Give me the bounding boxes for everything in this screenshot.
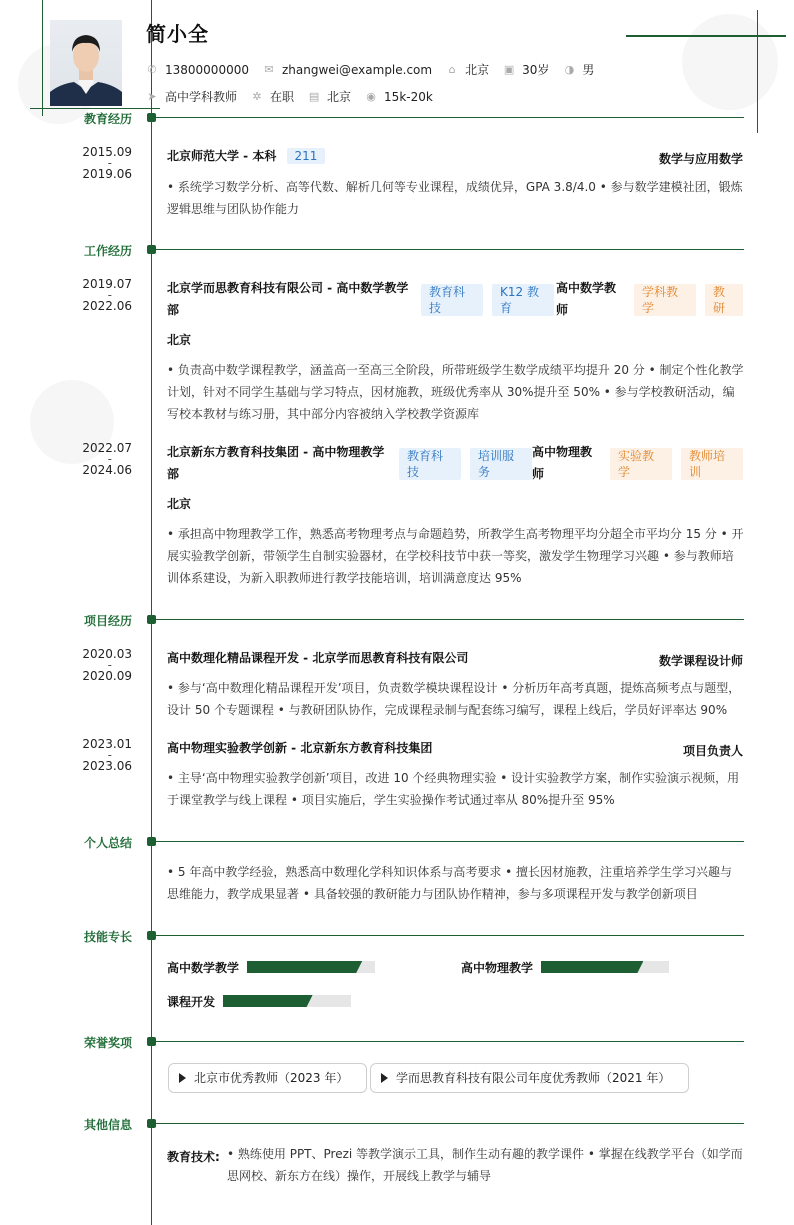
section-divider-honors <box>156 1041 744 1042</box>
send-icon: ➤ <box>147 89 157 103</box>
date-separator: - <box>107 452 112 466</box>
skill-3-label: 课程开发 <box>167 995 216 1009</box>
section-title-other: 其他信息 <box>83 1118 132 1132</box>
section-dot-education <box>147 113 156 122</box>
project-1-title: 高中数理化精品课程开发 - 北京学而思教育科技有限公司 <box>167 651 469 665</box>
target-role-item <box>146 88 237 105</box>
project-2-end: 2023.06 <box>82 759 132 773</box>
status-text: 在职 <box>270 90 295 104</box>
work-1-position: 高中数学教师 <box>556 281 617 317</box>
other-label: 教育技术: <box>167 1150 220 1164</box>
work-1-desc: • 负责高中数学课程教学，涵盖高一至高三全阶段，所带班级学生数学成绩平均提升 20 分 • 制定个性化教学计划，针对不同学生基础与学习特点，因材施教，班级优秀率从 30%提升至 50% • 参与学校教研活动，编写校本教材与练习册，其中部分内容被纳入学校教学资源库 <box>167 363 744 421</box>
section-dot-honors <box>147 1037 156 1046</box>
section-dot-work <box>147 245 156 254</box>
section-divider-other <box>156 1123 744 1124</box>
age-item <box>503 61 549 78</box>
work-1-end: 2022.06 <box>82 299 132 313</box>
mail-icon: ✉ <box>264 62 274 76</box>
email-item <box>263 63 432 77</box>
section-dot-summary <box>147 837 156 846</box>
work-1-industry-tag-2: K12 教育 <box>492 284 554 316</box>
honor-item-2 <box>370 1063 689 1093</box>
job-intent-row <box>146 88 447 105</box>
section-title-project: 项目经历 <box>83 614 132 628</box>
section-dot-other <box>147 1119 156 1128</box>
work-2-company: 北京新东方教育科技集团 - 高中物理教学部 <box>167 445 385 481</box>
section-dot-skills <box>147 931 156 940</box>
salary-text: 15k-20k <box>384 89 433 104</box>
section-divider-education <box>156 117 744 118</box>
section-divider-skills <box>156 935 744 936</box>
decor-line-right-horizontal <box>626 35 786 37</box>
contact-row <box>146 61 608 78</box>
school-name: 北京师范大学 - 本科 <box>167 149 277 163</box>
skill-2-bar <box>541 961 669 973</box>
gender-text: 男 <box>582 63 595 77</box>
education-major: 数学与应用数学 <box>658 152 743 166</box>
target-city-item <box>308 88 351 105</box>
other-text: • 熟练使用 PPT、Prezi 等教学演示工具，制作生动有趣的教学课件 • 掌握在线教学平台（如学而思网校、新东方在线）操作，开展线上教学与辅导 <box>227 1147 743 1183</box>
skill-1-bar <box>247 961 375 973</box>
project-1-date <box>70 648 132 682</box>
skill-2-label: 高中物理教学 <box>461 961 534 975</box>
decor-line-right-vertical <box>757 10 758 133</box>
honor-item-1 <box>168 1063 367 1093</box>
target-city-text: 北京 <box>327 90 352 104</box>
location-item <box>446 61 489 78</box>
section-title-skills: 技能专长 <box>83 930 132 944</box>
building-icon: ▤ <box>308 89 320 103</box>
work-1-role-tag-2: 教研 <box>705 284 743 316</box>
project-2-title: 高中物理实验教学创新 - 北京新东方教育科技集团 <box>167 741 433 755</box>
skill-2-fill <box>541 961 643 973</box>
education-school <box>167 145 325 167</box>
school-tag: 211 <box>287 148 326 164</box>
project-2-start: 2023.01 <box>82 737 132 751</box>
skill-3-fill <box>223 995 313 1007</box>
project-1-start: 2020.03 <box>82 647 132 661</box>
work-1-city: 北京 <box>167 333 192 347</box>
honor-1-text: 北京市优秀教师（2023 年） <box>194 1071 349 1085</box>
project-2-desc: • 主导‘高中物理实验教学创新’项目，改进 10 个经典物理实验 • 设计实验教学方案，制作实验演示视频，用于课堂教学与线上课程 • 项目实施后，学生实验操作考试通过率从 80%提升至 95% <box>167 771 740 807</box>
education-date <box>70 146 132 180</box>
play-icon <box>381 1073 388 1083</box>
target-role-text: 高中学科教师 <box>165 90 238 104</box>
work-2-position: 高中物理教师 <box>532 445 593 481</box>
phone-item <box>146 63 249 77</box>
age-text: 30岁 <box>522 63 550 77</box>
skill-3-bar <box>223 995 351 1007</box>
project-1-desc: • 参与‘高中数理化精品课程开发’项目，负责数学模块课程设计 • 分析历年高考真题，提炼高频考点与题型，设计 50 个专题课程 • 与教研团队协作，完成课程录制与配套练习编写，课程上线后，学员好评率达 90% <box>167 681 741 717</box>
section-dot-project <box>147 615 156 624</box>
section-divider-summary <box>156 841 744 842</box>
work-2-date <box>70 442 132 476</box>
work-2-role-tag-1: 实验教学 <box>610 448 672 480</box>
work-2-role-tag-2: 教师培训 <box>681 448 743 480</box>
email-text: zhangwei@example.com <box>281 62 433 77</box>
phone-text: 13800000000 <box>165 62 249 77</box>
work-2-industry-tag-2: 培训服务 <box>470 448 532 480</box>
section-title-education: 教育经历 <box>83 112 132 126</box>
decor-line-left-vertical <box>42 0 43 116</box>
avatar <box>50 20 122 106</box>
honor-2-text: 学而思教育科技有限公司年度优秀教师（2021 年） <box>396 1071 671 1085</box>
calendar-icon: ▣ <box>503 62 515 76</box>
date-separator: - <box>107 658 112 672</box>
section-title-summary: 个人总结 <box>83 836 132 850</box>
work-2-industry-tag-1: 教育科技 <box>399 448 461 480</box>
work-1-company: 北京学而思教育科技有限公司 - 高中数学教学部 <box>167 281 409 317</box>
phone-icon: ✆ <box>147 62 157 76</box>
home-icon: ⌂ <box>448 62 456 76</box>
education-start: 2015.09 <box>82 145 132 159</box>
skill-1-fill <box>247 961 362 973</box>
coin-icon: ◉ <box>366 89 376 103</box>
candidate-name: 简小全 <box>146 22 209 46</box>
project-2-date <box>70 738 132 772</box>
gender-icon: ◑ <box>564 62 575 76</box>
project-1-end: 2020.09 <box>82 669 132 683</box>
gender-item <box>563 61 594 78</box>
work-1-start: 2019.07 <box>82 277 132 291</box>
work-1-role-tag-1: 学科教学 <box>634 284 696 316</box>
section-title-work: 工作经历 <box>83 244 132 258</box>
work-1-industry-tag-1: 教育科技 <box>421 284 483 316</box>
work-2-start: 2022.07 <box>82 441 132 455</box>
section-divider-project <box>156 619 744 620</box>
decor-circle-top-right <box>682 14 778 110</box>
education-end: 2019.06 <box>82 167 132 181</box>
work-2-desc: • 承担高中物理教学工作，熟悉高考物理考点与命题趋势，所教学生高考物理平均分超全市平均分 15 分 • 开展实验教学创新，带领学生自制实验器材，在学校科技节中获一等奖，激发学生物理学习兴趣 • 参与教师培训体系建设，为新入职教师进行教学技能培训，培训满意度达 95% <box>167 527 744 585</box>
project-1-role: 数学课程设计师 <box>658 654 743 668</box>
work-1-date <box>70 278 132 312</box>
section-title-honors: 荣誉奖项 <box>83 1036 132 1050</box>
location-text: 北京 <box>465 63 490 77</box>
section-divider-work <box>156 249 744 250</box>
date-separator: - <box>107 288 112 302</box>
decor-line-left-horizontal <box>30 108 160 109</box>
work-2-end: 2024.06 <box>82 463 132 477</box>
date-separator: - <box>107 156 112 170</box>
education-desc: • 系统学习数学分析、高等代数、解析几何等专业课程，成绩优异，GPA 3.8/4.0 • 参与数学建模社团，锻炼逻辑思维与团队协作能力 <box>167 180 743 216</box>
work-2-city: 北京 <box>167 497 192 511</box>
gear-icon: ✲ <box>252 89 262 103</box>
summary-text: • 5 年高中教学经验，熟悉高中数理化学科知识体系与高考要求 • 擅长因材施教，注重培养学生学习兴趣与思维能力，教学成果显著 • 具备较强的教研能力与团队协作精神，参与多项课程开发与教学创新项目 <box>167 865 733 901</box>
skill-1-label: 高中数学教学 <box>167 961 240 975</box>
salary-item <box>365 90 433 104</box>
date-separator: - <box>107 748 112 762</box>
play-icon <box>179 1073 186 1083</box>
project-2-role: 项目负责人 <box>682 744 743 758</box>
status-item <box>251 88 294 105</box>
